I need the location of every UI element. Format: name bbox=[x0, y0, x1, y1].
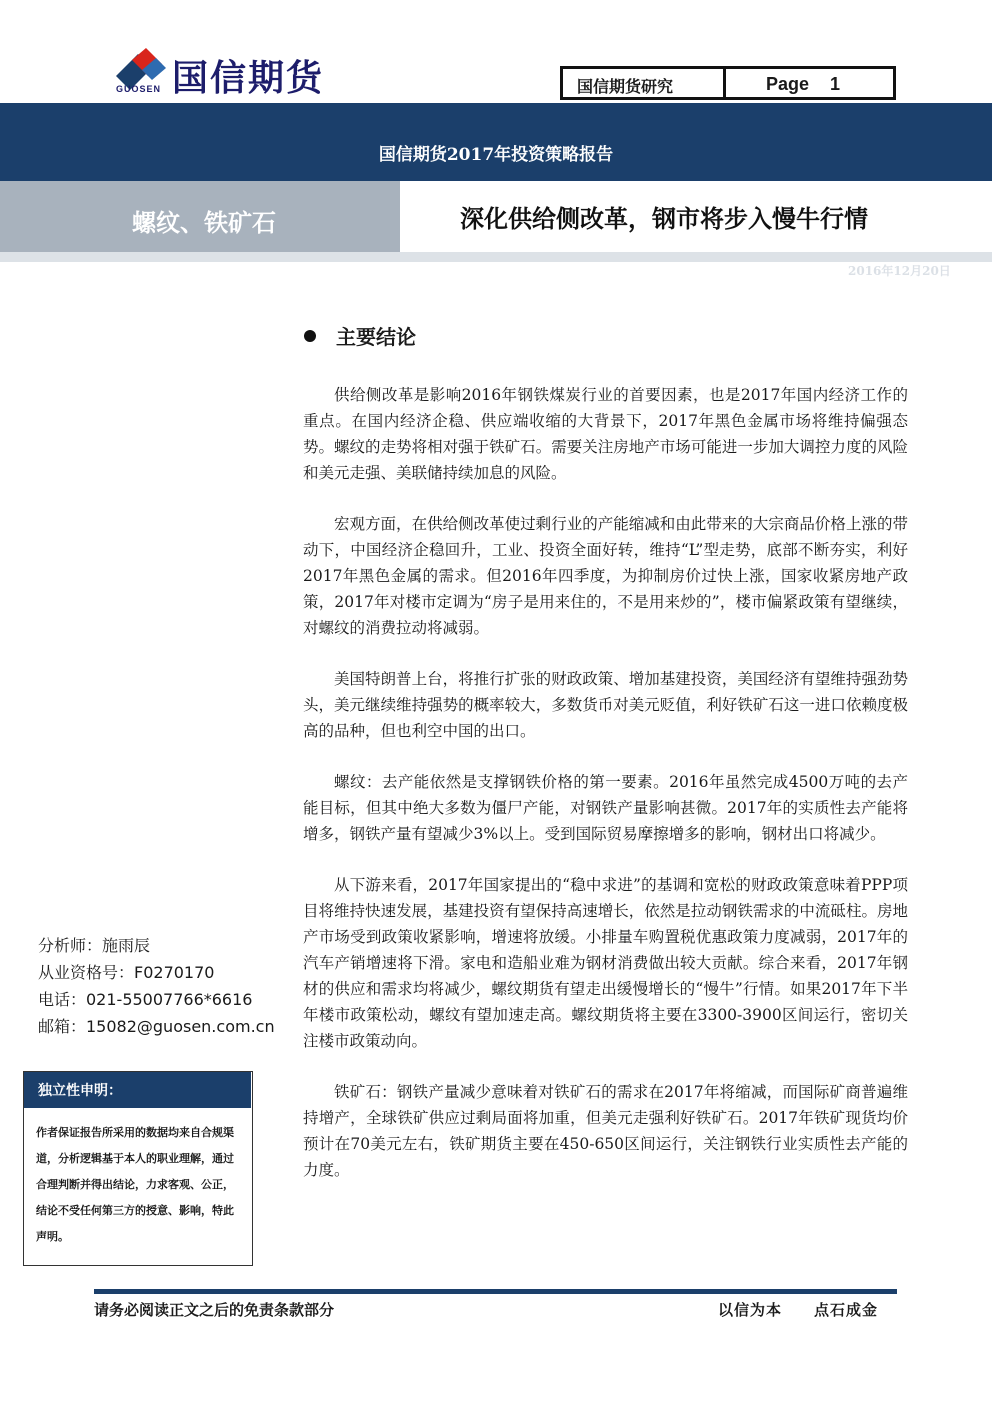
headline: 深化供给侧改革，钢市将步入慢牛行情 bbox=[460, 204, 868, 233]
analyst-info bbox=[38, 932, 275, 1040]
research-label-box bbox=[560, 66, 726, 100]
research-label: 国信期货研究 bbox=[577, 77, 674, 96]
footer-rule bbox=[94, 1289, 897, 1294]
disclaimer-title: 独立性申明： bbox=[38, 1083, 122, 1099]
report-date: 2016年12月20日 bbox=[848, 264, 951, 278]
paragraph: 供给侧改革是影响2016年钢铁煤炭行业的首要因素，也是2017年国内经济工作的重点。在国内经济企稳、供应端收缩的大背景下，2017年黑色金属市场将维持偏强态势。螺纹的走势将相对强于铁矿石。需要关注房地产市场可能进一步加大调控力度的风险和美元走强、美联储持续加息的风险。 bbox=[303, 386, 908, 482]
date-bar bbox=[0, 252, 992, 262]
report-title: 国信期货2017年投资策略报告 bbox=[378, 145, 614, 165]
logo-text: 国信期货 bbox=[172, 58, 325, 99]
page-box bbox=[726, 66, 896, 100]
paragraph: 从下游来看，2017年国家提出的“稳中求进”的基调和宽松的财政政策意味着PPP项目将维持快速发展，基建投资有望保持高速增长，依然是拉动钢铁需求的中流砥柱。房地产市场受到政策收紧影响，增速将放缓。小排量车购置税优惠政策力度减弱，2017年的汽车产销增速将下滑。家电和造船业难为钢材消费做出较大贡献。综合来看，2017年钢材的供应和需求均将减少，螺纹期货有望走出缓慢增长的“慢牛”行情。如果2017年下半年楼市政策松动，螺纹有望加速走高。螺纹期货将主要在3300-3900区间运行，密切关注楼市政策动向。 bbox=[303, 876, 908, 1050]
company-logo bbox=[112, 46, 352, 98]
logo-english: GUOSEN bbox=[116, 84, 162, 94]
page-number: 1 bbox=[830, 74, 841, 94]
disclaimer-text: 作者保证报告所采用的数据均来自合规渠道，分析逻辑基于本人的职业理解，通过合理判断并得出结论，力求客观、公正，结论不受任何第三方的授意、影响，特此声明。 bbox=[36, 1126, 234, 1243]
analyst-email[interactable]: 邮箱：15082@guosen.com.cn bbox=[38, 1017, 275, 1036]
analyst-phone: 电话：021-55007766*6616 bbox=[38, 990, 253, 1009]
slogan-1: 以信为本 bbox=[718, 1301, 783, 1319]
headline-band bbox=[400, 181, 992, 252]
analyst-name: 分析师：施雨辰 bbox=[38, 936, 151, 955]
section-title bbox=[304, 321, 416, 350]
disclaimer-box bbox=[23, 1071, 253, 1266]
footer-slogan bbox=[718, 1299, 878, 1320]
slogan-2: 点石成金 bbox=[814, 1301, 879, 1319]
disclaimer-header bbox=[24, 1072, 251, 1108]
category-band bbox=[0, 181, 400, 252]
paragraph: 美国特朗普上台，将推行扩张的财政政策、增加基建投资，美国经济有望维持强劲势头，美元继续维持强势的概率较大，多数货币对美元贬值，利好铁矿石这一进口依赖度极高的品种，但也利空中国的出口。 bbox=[303, 670, 908, 740]
category-label: 螺纹、铁矿石 bbox=[132, 208, 276, 237]
paragraph: 宏观方面，在供给侧改革使过剩行业的产能缩减和由此带来的大宗商品价格上涨的带动下，中国经济企稳回升，工业、投资全面好转，维持“L”型走势，底部不断夯实，利好2017年黑色金属的需求。但2016年四季度，为抑制房价过快上涨，国家收紧房地产政策，2017年对楼市定调为“房子是用来住的，不是用来炒的”，楼市偏紧政策有望继续，对螺纹的消费拉动将减弱。 bbox=[303, 515, 908, 637]
page-label: Page bbox=[766, 74, 810, 94]
bullet-icon bbox=[304, 330, 316, 342]
footer-notice: 请务必阅读正文之后的免责条款部分 bbox=[94, 1301, 335, 1319]
section-title-text: 主要结论 bbox=[336, 325, 416, 349]
paragraph: 螺纹：去产能依然是支撑钢铁价格的第一要素。2016年虽然完成4500万吨的去产能目标，但其中绝大多数为僵尸产能，对钢铁产量影响甚微。2017年的实质性去产能将增多，钢铁产量有望减少3%以上。受到国际贸易摩擦增多的影响，钢材出口将减少。 bbox=[303, 773, 908, 843]
conclusion-body bbox=[303, 382, 908, 1208]
analyst-license: 从业资格号：F0270170 bbox=[38, 963, 215, 982]
paragraph: 铁矿石：钢铁产量减少意味着对铁矿石的需求在2017年将缩减，而国际矿商普遍维持增产，全球铁矿供应过剩局面将加重，但美元走强利好铁矿石。2017年铁矿现货均价预计在70美元左右，铁矿期货主要在450-650区间运行，关注钢铁行业实质性去产能的力度。 bbox=[303, 1083, 908, 1179]
